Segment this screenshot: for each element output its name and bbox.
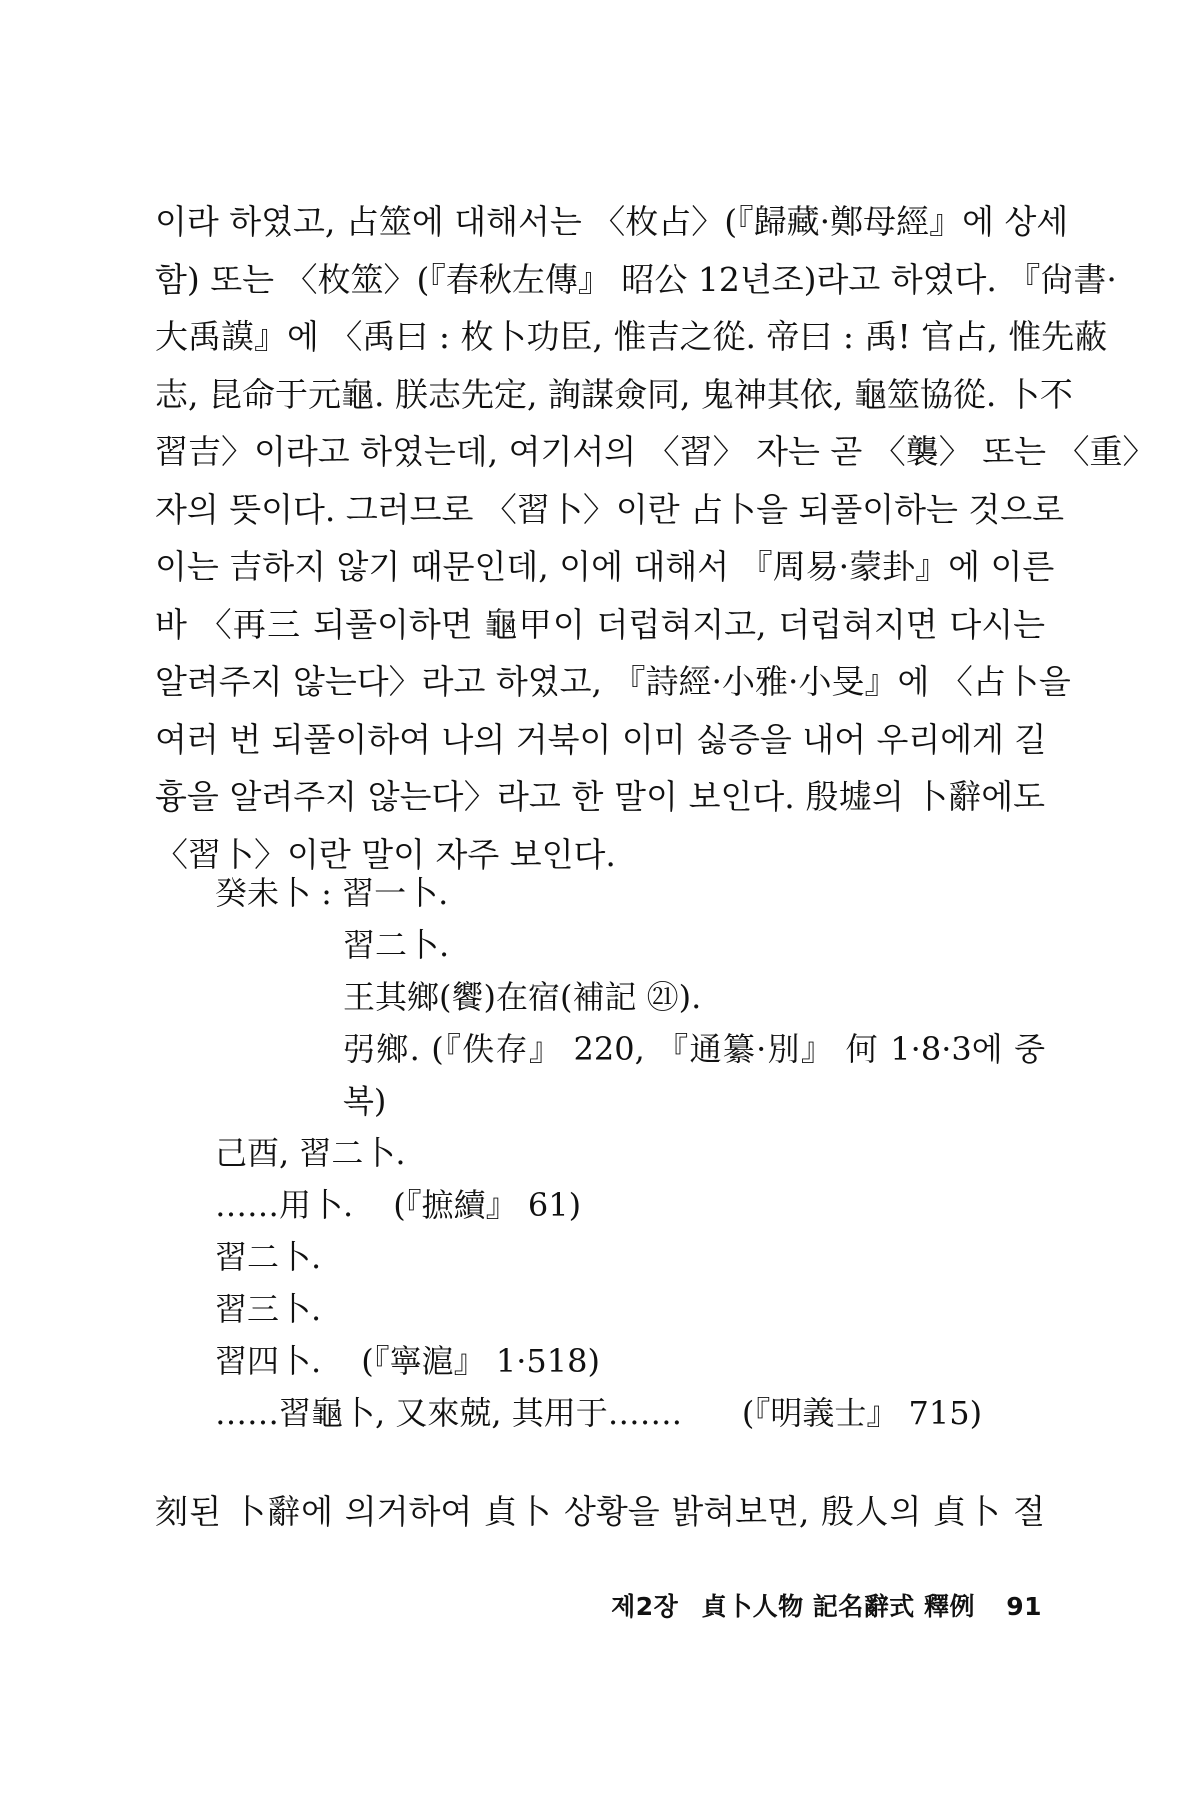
body-paragraph [155,193,1156,883]
text-line: 大禹謨』에 〈禹曰 : 枚卜功臣, 惟吉之從. 帝曰 : 禹! 官占, 惟先蔽 [155,317,1108,356]
text-line: 알려주지 않는다〉라고 하였고, 『詩經·小雅·小旻』에 〈占卜을 [155,662,1071,701]
quote-line [215,1283,1045,1335]
text-line: 習吉〉이라고 하였는데, 여기서의 〈習〉 자는 곧 〈襲〉 또는 〈重〉 [155,432,1156,471]
quote-text: 己酉, 習二卜. [215,1134,406,1172]
text-line: 이는 吉하지 않기 때문인데, 이에 대해서 『周易·蒙卦』에 이른 [155,547,1055,586]
quote-line [215,971,1045,1023]
quote-line [215,1075,1045,1127]
citation: (『佚存』 220, 『通纂·別』 何 1·8·3에 중 [431,1030,1045,1068]
body-paragraph [155,1483,1045,1541]
quote-line [215,1023,1045,1075]
quote-text: 習四卜. [215,1342,322,1380]
text-line: 흉을 알려주지 않는다〉라고 한 말이 보인다. 殷墟의 卜辭에도 [155,777,1045,816]
text-line: 〈習卜〉이란 말이 자주 보인다. [155,834,616,874]
oracle-inscription-quotes [215,867,1045,1439]
quote-line [215,1127,1045,1179]
text-line: 志, 昆命于元龜. 朕志先定, 詢謀僉同, 鬼神其依, 龜筮協從. 卜不 [155,374,1073,414]
text-line: 함) 또는 〈枚筮〉(『春秋左傳』 昭公 12년조)라고 하였다. 『尙書· [155,259,1117,299]
quote-text: ……習龜卜, 又來兢, 其用于……. [215,1394,682,1432]
quote-text: 王其鄉(饗)在宿(補記 ㉑). [343,978,702,1016]
text-line: 이라 하였고, 占筮에 대해서는 〈枚占〉(『歸藏·鄭母經』에 상세 [155,202,1069,241]
quote-line [215,867,1045,919]
chapter-title: 貞卜人物 記名辭式 釋例 [701,1592,975,1621]
quote-line [215,1387,1045,1439]
quote-text: 복) [343,1082,387,1120]
quote-line [215,1335,1045,1387]
text-line: 바 〈再三 되풀이하면 龜甲이 더럽혀지고, 더럽혀지면 다시는 [155,604,1045,644]
citation: (『明義士』 715) [741,1394,983,1432]
citation: (『摭續』 61) [393,1186,582,1224]
citation: (『寧滬』 1·518) [361,1342,600,1380]
page-number: 91 [1006,1592,1042,1621]
quote-text: 習三卜. [215,1290,322,1328]
quote-text: 習二卜. [343,926,450,964]
text-line: 刻된 卜辭에 의거하여 貞卜 상황을 밝혀보면, 殷人의 貞卜 절 [155,1492,1045,1531]
quote-text: 癸未卜 : 習一卜. [215,874,449,912]
quote-text: 弜鄉. [343,1030,420,1068]
chapter-label: 제2장 [611,1592,679,1621]
text-line: 여러 번 되풀이하여 나의 거북이 이미 싫증을 내어 우리에게 길 [155,719,1047,759]
quote-text: 習二卜. [215,1238,322,1276]
text-line: 자의 뜻이다. 그러므로 〈習卜〉이란 占卜을 되풀이하는 것으로 [155,489,1064,529]
running-footer [611,1587,1042,1623]
quote-line [215,1179,1045,1231]
quote-line [215,919,1045,971]
quote-text: ……用卜. [215,1186,354,1224]
quote-line [215,1231,1045,1283]
